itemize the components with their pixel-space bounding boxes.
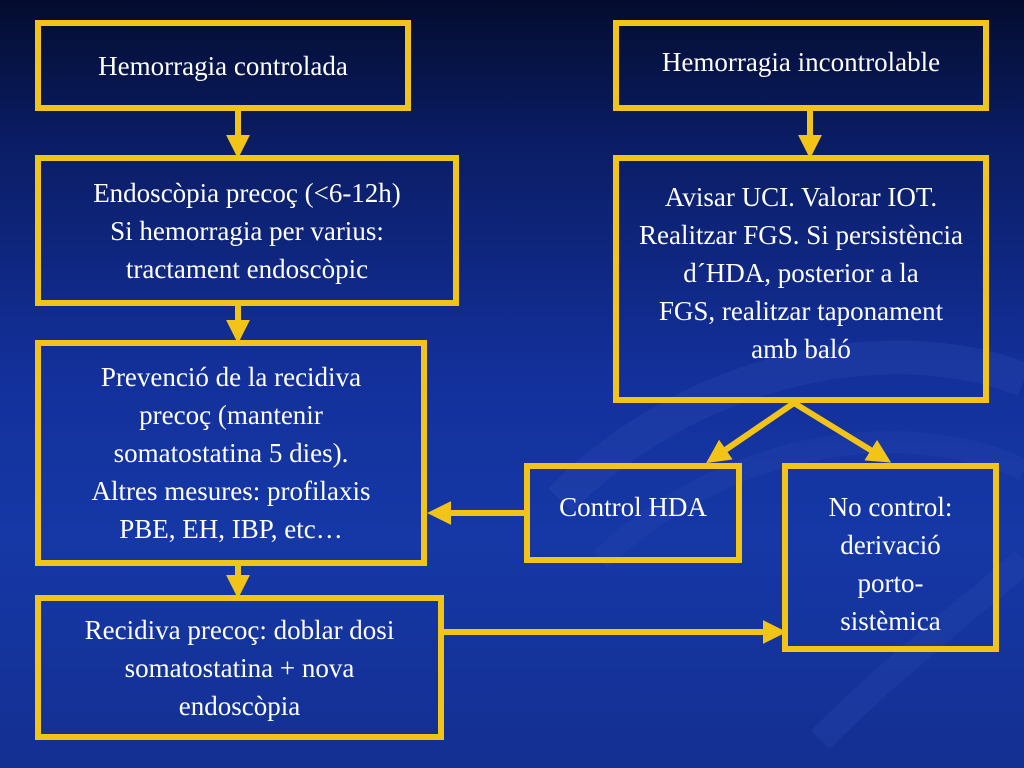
node-text-line: Realitzar FGS. Si persistència xyxy=(639,220,963,250)
node-text-line: Endoscòpia precoç (<6-12h) xyxy=(93,177,401,208)
node-text-line: Control HDA xyxy=(559,492,707,522)
node-text xyxy=(98,47,348,85)
node-text xyxy=(92,358,371,548)
node-text-line: derivació xyxy=(840,530,941,560)
node-text-line: Prevenció de la recidiva xyxy=(100,362,362,392)
node-recidiva-precoc xyxy=(35,595,444,740)
arrow-icu-to-control-hda xyxy=(715,403,794,457)
node-text xyxy=(85,611,395,725)
node-text-line: endoscòpia xyxy=(178,690,301,721)
node-text-line: somatostatina 5 dies). xyxy=(113,438,349,468)
node-text-line: FGS, realitzar taponament xyxy=(658,296,944,326)
node-hemorragia-incontrolable xyxy=(613,20,989,111)
node-text xyxy=(829,488,953,640)
node-no-control xyxy=(782,463,999,652)
node-text-line: somatostatina + nova xyxy=(124,652,355,683)
node-avisar-uci xyxy=(613,155,989,403)
node-text-line: Altres mesures: profilaxis xyxy=(91,476,371,506)
node-text xyxy=(639,178,963,368)
node-text-line: Hemorragia incontrolable xyxy=(661,47,941,77)
node-text xyxy=(662,43,940,81)
node-hemorragia-controlada xyxy=(35,20,411,111)
node-text-line: PBE, EH, IBP, etc… xyxy=(119,514,343,544)
node-text-line: sistèmica xyxy=(840,606,941,636)
node-text-line: d´HDA, posterior a la xyxy=(683,258,919,288)
node-text-line: Avisar UCI. Valorar IOT. xyxy=(664,182,938,212)
node-text-line: tractament endoscòpic xyxy=(125,253,369,284)
node-text-line: Recidiva precoç: doblar dosi xyxy=(84,614,395,645)
node-text xyxy=(93,174,401,288)
node-text xyxy=(559,488,707,526)
arrow-icu-to-no-control xyxy=(794,403,882,457)
node-text-line: Hemorragia controlada xyxy=(98,50,348,81)
node-text-line: amb baló xyxy=(751,334,851,364)
node-prevencio-recidiva xyxy=(35,340,427,566)
node-text-line: precoç (mantenir xyxy=(139,400,323,430)
node-text-line: Si hemorragia per varius: xyxy=(110,215,384,246)
node-endoscopia-precoc xyxy=(35,155,459,306)
node-text-line: No control: xyxy=(828,492,953,522)
node-text-line: porto- xyxy=(857,568,924,598)
node-control-hda xyxy=(524,463,742,563)
